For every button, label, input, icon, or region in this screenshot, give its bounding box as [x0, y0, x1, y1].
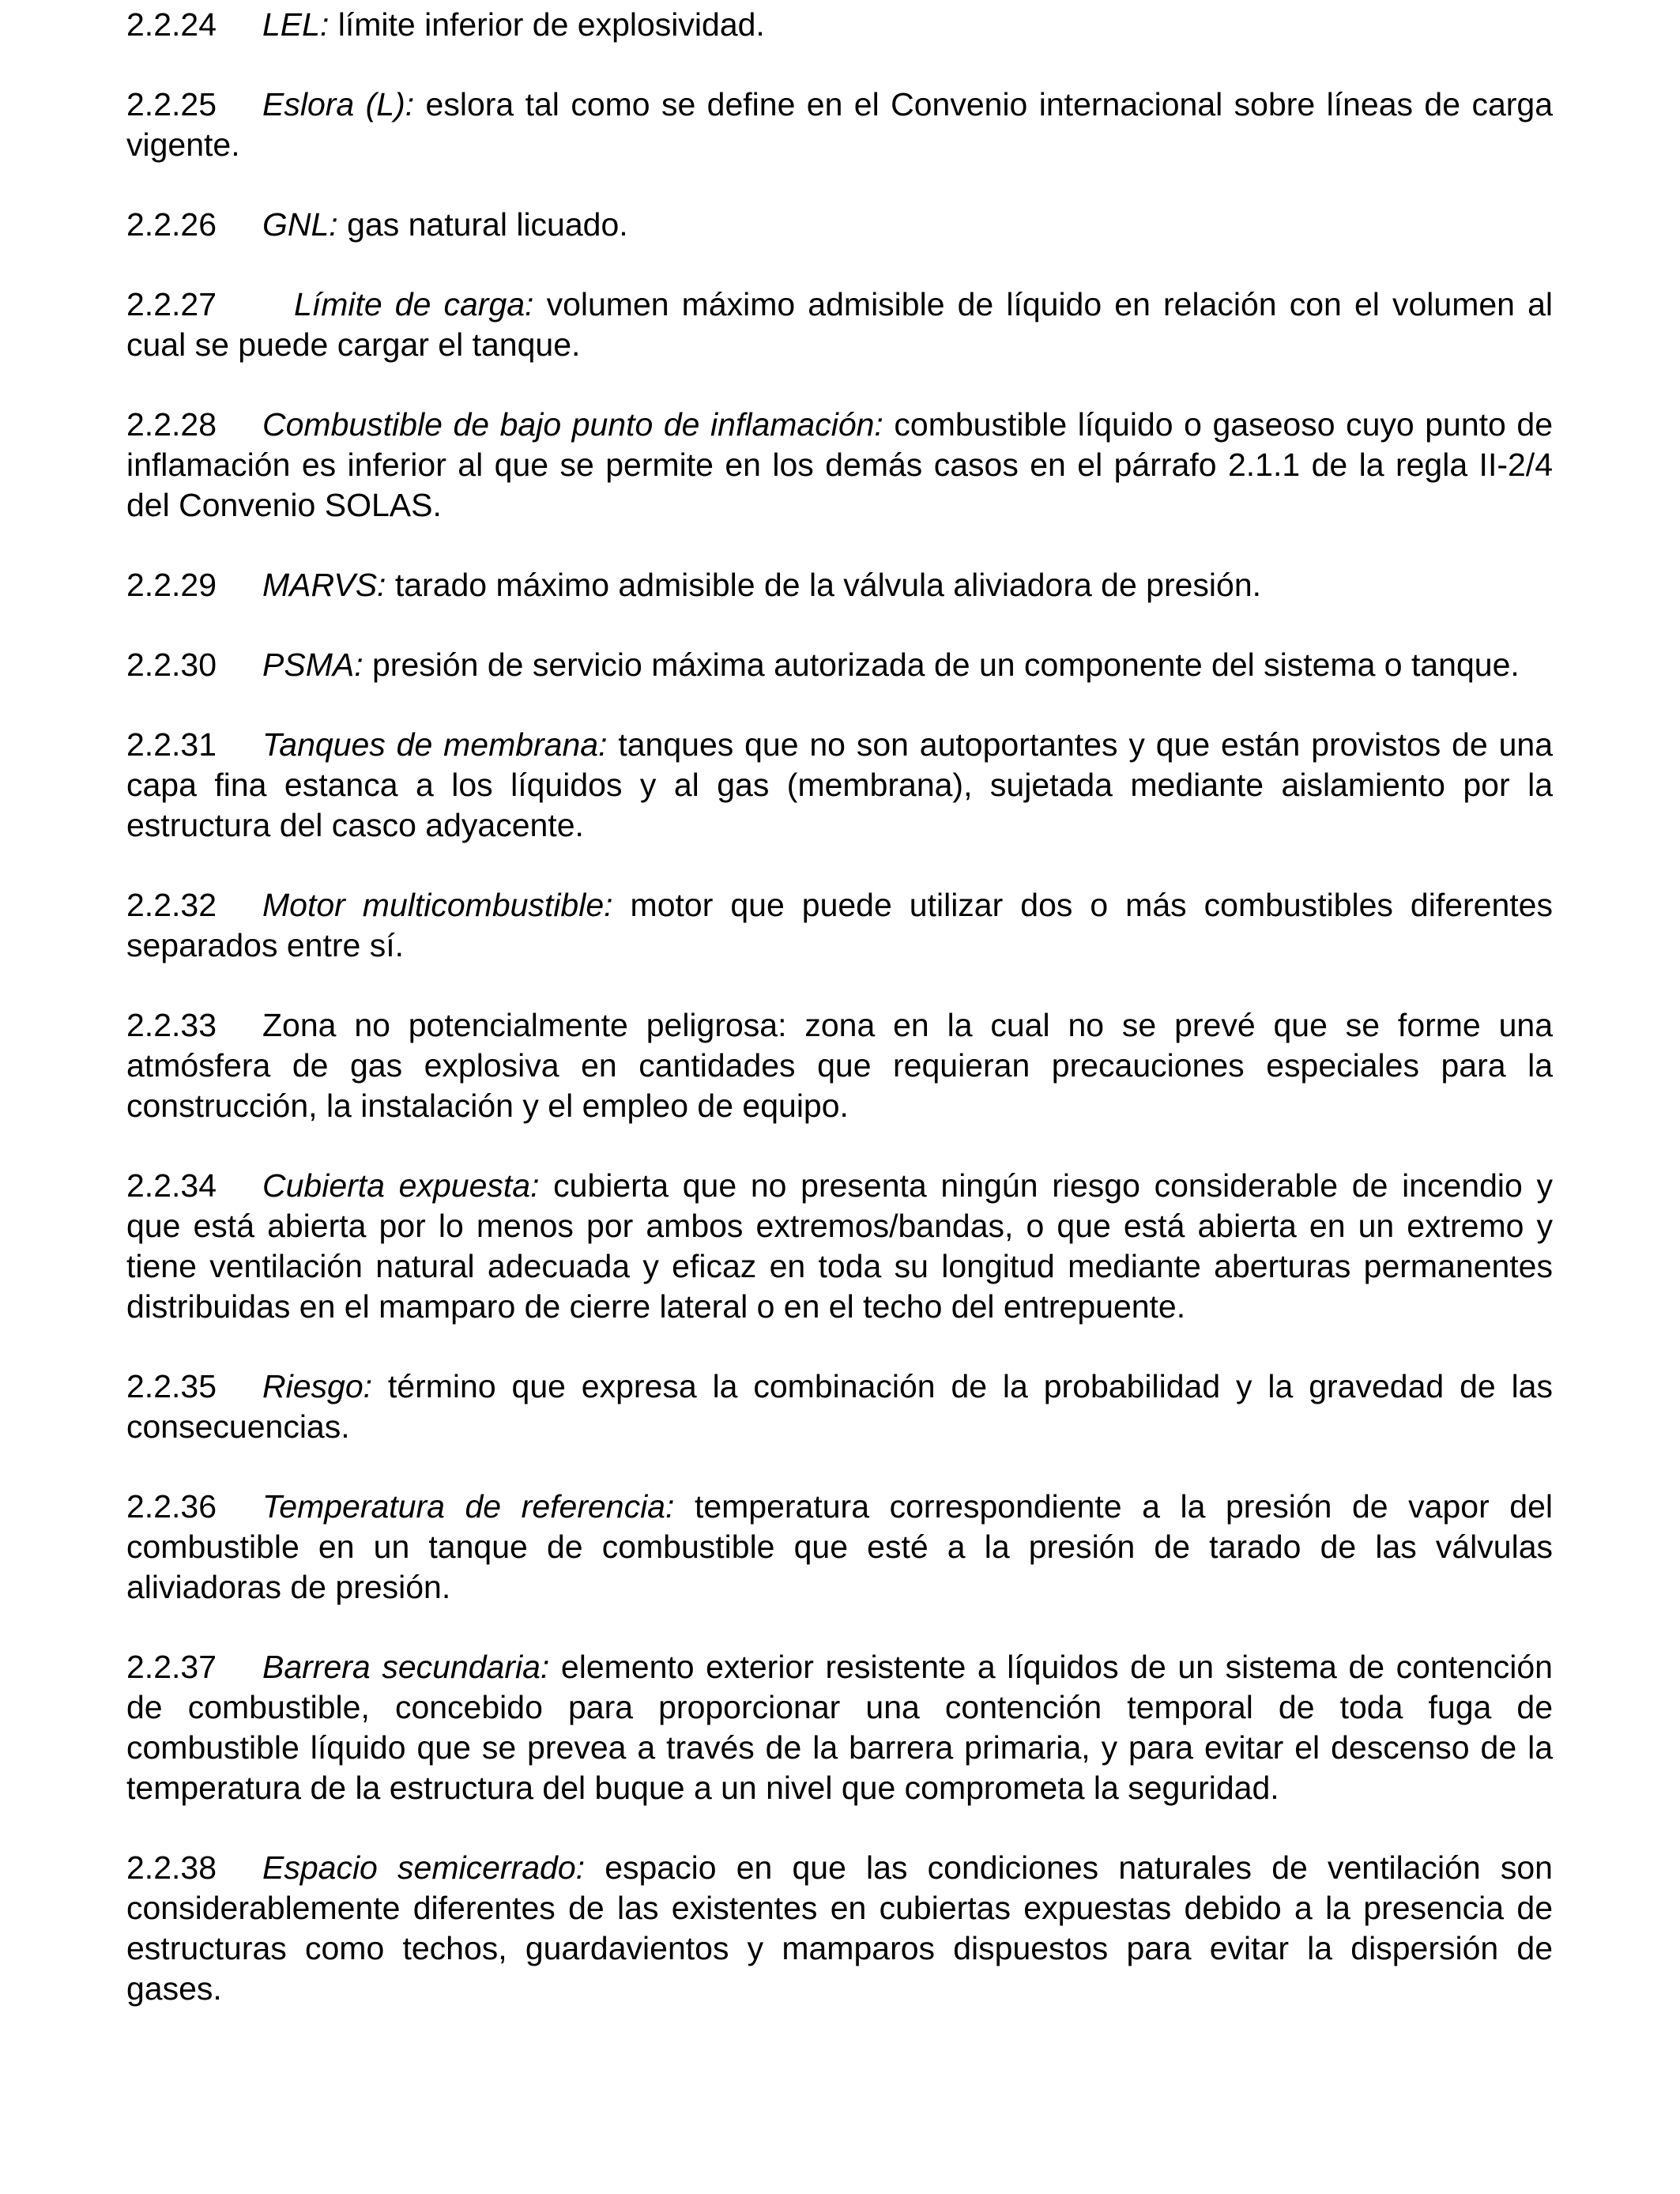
- definition-term: Barrera secundaria:: [262, 1649, 550, 1685]
- definition-number: 2.2.30: [126, 647, 217, 683]
- definition-text: presión de servicio máxima autorizada de un componente del sistema o tanque.: [363, 647, 1520, 683]
- definition-2-2-29: [126, 565, 1553, 605]
- definition-term: Tanques de membrana:: [262, 726, 608, 763]
- definition-number: 2.2.37: [126, 1649, 217, 1685]
- definition-2-2-34: [126, 1166, 1553, 1327]
- definition-text: espacio en que las condiciones naturales de ventilación son considerablemente diferentes de las existentes en cubiertas expuestas debido a la presencia de estructuras como techos, guardavientos y mamparos dispuestos para evitar la dispersión de gases.: [126, 1849, 1553, 2007]
- definition-number: 2.2.25: [126, 86, 217, 123]
- definition-term: Combustible de bajo punto de inflamación:: [262, 406, 883, 443]
- definition-2-2-31: [126, 725, 1553, 846]
- definition-text: tarado máximo admisible de la válvula aliviadora de presión.: [386, 567, 1262, 603]
- definition-term: Temperatura de referencia:: [262, 1488, 675, 1525]
- definition-2-2-27: [126, 285, 1553, 365]
- definition-term: Zona no potencialmente peligrosa:: [262, 1007, 787, 1043]
- definition-number: 2.2.29: [126, 567, 217, 603]
- definition-2-2-30: [126, 645, 1553, 685]
- definition-text: tanques que no son autoportantes y que están provistos de una capa fina estanca a los líquidos y al gas (membrana), sujetada mediante aislamiento por la estructura del casco adyacente.: [126, 726, 1553, 843]
- definition-number: 2.2.35: [126, 1368, 217, 1404]
- definition-text: gas natural licuado.: [337, 206, 628, 243]
- definition-number: 2.2.38: [126, 1849, 217, 1886]
- definition-number: 2.2.31: [126, 726, 217, 763]
- definition-number: 2.2.32: [126, 887, 217, 923]
- definition-2-2-28: [126, 405, 1553, 526]
- definition-number: 2.2.28: [126, 406, 217, 443]
- definition-text: temperatura correspondiente a la presión de vapor del combustible en un tanque de combustible que esté a la presión de tarado de las válvulas aliviadoras de presión.: [126, 1488, 1554, 1605]
- definition-term: Riesgo:: [262, 1368, 373, 1404]
- definition-number: 2.2.27: [126, 286, 217, 322]
- definition-text: elemento exterior resistente a líquidos de un sistema de contención de combustible, concebido para proporcionar una contención temporal de toda fuga de combustible líquido que se prevea a través de la barrera primaria, y para evitar el descenso de la temperatura de la estructura del buque a un nivel que comprometa la seguridad.: [126, 1649, 1553, 1806]
- definition-text: eslora tal como se define en el Convenio internacional sobre líneas de carga vigente.: [126, 86, 1554, 163]
- definition-text: volumen máximo admisible de líquido en relación con el volumen al cual se puede cargar el tanque.: [126, 286, 1553, 363]
- definition-text: término que expresa la combinación de la probabilidad y la gravedad de las consecuencias.: [126, 1368, 1553, 1445]
- definition-term: Motor multicombustible:: [262, 887, 613, 923]
- definition-number: 2.2.34: [126, 1167, 217, 1204]
- definition-text: combustible líquido o gaseoso cuyo punto de inflamación es inferior al que se permite en los demás casos en el párrafo 2.1.1 de la regla II-2/4 del Convenio SOLAS.: [126, 406, 1554, 523]
- definition-number: 2.2.24: [126, 6, 217, 43]
- definition-2-2-37: [126, 1647, 1553, 1808]
- definition-term: Eslora (L):: [262, 86, 415, 123]
- definition-2-2-25: [126, 85, 1553, 165]
- definition-2-2-38: [126, 1848, 1553, 2009]
- definition-term: Límite de carga:: [294, 286, 534, 322]
- definition-term: MARVS:: [262, 567, 386, 603]
- definition-text: motor que puede utilizar dos o más combustibles diferentes separados entre sí.: [126, 887, 1553, 963]
- definition-term: Cubierta expuesta:: [262, 1167, 540, 1204]
- definition-text: cubierta que no presenta ningún riesgo considerable de incendio y que está abierta por lo menos por ambos extremos/bandas, o que está abierta en un extremo y tiene ventilación natural adecuada y eficaz en toda su longitud mediante aberturas permanentes distribuidas en el mamparo de cierre lateral o en el techo del entrepuente.: [126, 1167, 1554, 1325]
- definition-term: LEL:: [262, 6, 330, 43]
- definition-term: Espacio semicerrado:: [262, 1849, 586, 1886]
- definition-2-2-33: [126, 1005, 1553, 1126]
- definition-number: 2.2.26: [126, 206, 217, 243]
- definition-2-2-24: [126, 5, 1553, 45]
- definition-2-2-35: [126, 1367, 1553, 1447]
- definition-2-2-36: [126, 1487, 1553, 1608]
- definition-text: zona en la cual no se prevé que se forme una atmósfera de gas explosiva en cantidades que requieran precauciones especiales para la construcción, la instalación y el empleo de equipo.: [126, 1007, 1554, 1124]
- definition-2-2-26: [126, 205, 1553, 245]
- definition-number: 2.2.36: [126, 1488, 217, 1525]
- definition-2-2-32: [126, 885, 1553, 966]
- document-page: [126, 0, 1553, 2049]
- definition-term: PSMA:: [262, 647, 363, 683]
- definition-number: 2.2.33: [126, 1007, 217, 1043]
- definition-text: límite inferior de explosividad.: [329, 6, 765, 43]
- definition-term: GNL:: [262, 206, 338, 243]
